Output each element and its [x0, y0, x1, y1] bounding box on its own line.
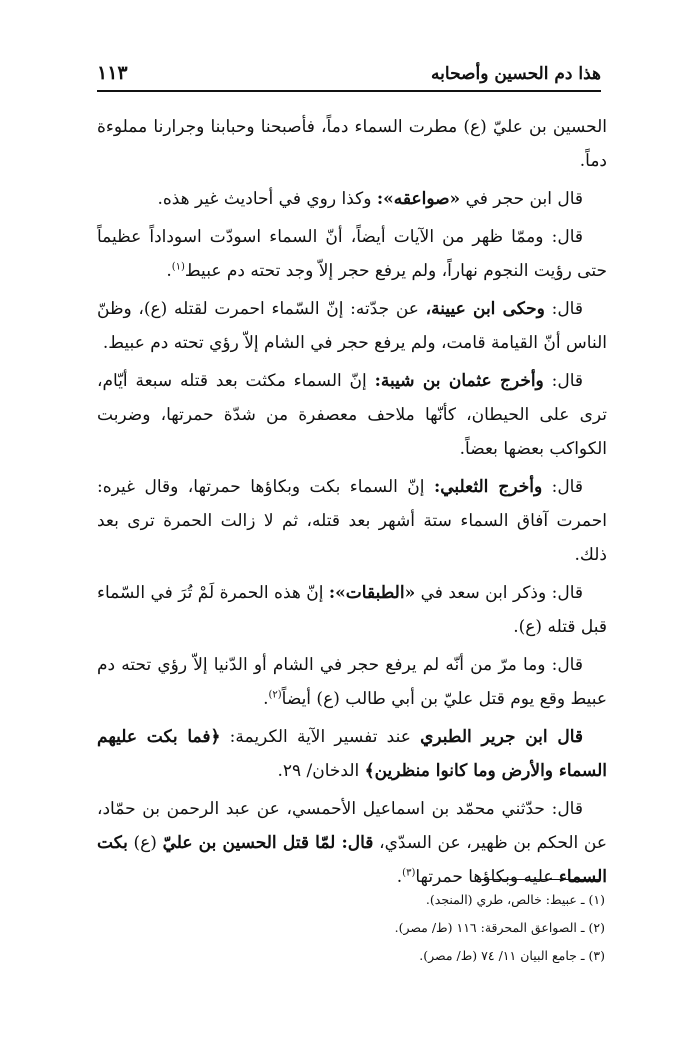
footnote-divider [478, 879, 600, 880]
text-segment: إنّ السماء مكثت بعد قتله سبعة أيّام، ترى على الحيطان، كأنّها ملاحف معصفرة من شدّة حمرتها، وضربت الكواكب بعضها بعضاً. [97, 371, 607, 459]
bold-text: قال: لمّا قتل الحسين بن عليّ [162, 833, 374, 853]
text-segment: قال: [544, 299, 583, 319]
footnote-text: ـ عبيط: خالص، طري (المنجد). [425, 892, 589, 907]
text-segment: . [166, 261, 172, 281]
text-segment: . [263, 689, 269, 709]
bold-text: «صواعقه»: [376, 189, 461, 209]
paragraph [97, 364, 607, 466]
footnote [97, 914, 605, 942]
text-segment: قال ابن حجر في [460, 189, 583, 209]
bold-text: «الطبقات»: [328, 583, 416, 603]
text-segment: قال: وذكر ابن سعد في [415, 583, 583, 603]
text-segment: إنّ هذه الحمرة لَمْ تُرَ في السّماء قبل قتله (ع). [97, 583, 607, 637]
footnote-reference: (٣) [402, 867, 416, 879]
footnote-text: ـ الصواعق المحرقة: ١١٦ (ط/ مصر). [394, 920, 589, 935]
text-segment: قال: حدّثني محمّد بن اسماعيل الأحمسي، عن عبد الرحمن بن حمّاد، عن الحكم بن ظهير، عن السدّي، [97, 799, 607, 853]
bold-text: بكت السماء [97, 833, 607, 887]
page-number: ١١٣ [97, 62, 128, 84]
paragraph [97, 110, 607, 178]
paragraph [97, 182, 607, 216]
footnote-reference: (١) [171, 261, 185, 273]
footnote-number: (٢) [588, 920, 605, 935]
footnote-text: ـ جامع البيان ١١/ ٧٤ (ط/ مصر). [419, 948, 589, 963]
footnote-number: (١) [588, 892, 605, 907]
bold-text: وحكى ابن عيينة، [425, 299, 545, 319]
body-text [97, 110, 607, 898]
footnotes [97, 886, 605, 970]
bold-text: وأخرج الثعلبي: [433, 477, 543, 497]
running-title: هذا دم الحسين وأصحابه [431, 64, 601, 84]
text-segment: قال: وممّا ظهر من الآيات أيضاً، أنّ السماء اسودّت اسوداداً عظيماً حتى رؤيت النجوم نهاراً، ولم يرفع حجر إلاّ وجد تحته دم عبيط [97, 227, 607, 281]
bold-text: ﴿فما بكت عليهم السماء والأرض وما كانوا منظرين﴾ [97, 727, 607, 781]
text-segment: إنّ السماء بكت وبكاؤها حمرتها، وقال غيره: احمرت آفاق السماء ستة أشهر بعد قتله، ثم لا زالت الحمرة ترى بعد ذلك. [97, 477, 607, 565]
text-segment: الدخان/ ٢٩. [277, 761, 365, 781]
text-segment: الحسين بن عليّ (ع) مطرت السماء دماً، فأصبحنا وحبابنا وجرارنا مملوءة دماً. [97, 117, 607, 171]
text-segment: . [396, 867, 403, 887]
bold-text: وأخرج عثمان بن شيبة: [374, 371, 544, 391]
text-segment: قال: وما مرّ من أنّه لم يرفع حجر في الشام أو الدّنيا إلاّ رؤي تحته دم عبيط وقع يوم قتل عليّ بن أبي طالب (ع) أيضاً [97, 655, 607, 709]
footnote [97, 886, 605, 914]
text-segment: وكذا روي في أحاديث غير هذه. [157, 189, 377, 209]
page-header [97, 62, 601, 92]
paragraph [97, 470, 607, 572]
text-segment: قال: [543, 371, 583, 391]
footnote-reference: (٢) [268, 689, 282, 701]
text-segment: عند تفسير الآية الكريمة: [220, 727, 421, 747]
paragraph [97, 576, 607, 644]
paragraph [97, 220, 607, 288]
paragraph [97, 720, 607, 788]
paragraph [97, 648, 607, 716]
text-segment: عن جدّته: إنّ السّماء احمرت لقتله (ع)، وظنّ الناس أنّ القيامة قامت، ولم يرفع حجر في الشام إلاّ رؤي تحته دم عبيط. [97, 299, 607, 353]
bold-text: قال ابن جرير الطبري [420, 727, 583, 747]
footnote [97, 942, 605, 970]
paragraph [97, 292, 607, 360]
text-segment: عليه وبكاؤها حمرتها [415, 867, 559, 887]
footnote-number: (٣) [588, 948, 605, 963]
text-segment: قال: [542, 477, 583, 497]
text-segment: (ع) [127, 833, 163, 853]
